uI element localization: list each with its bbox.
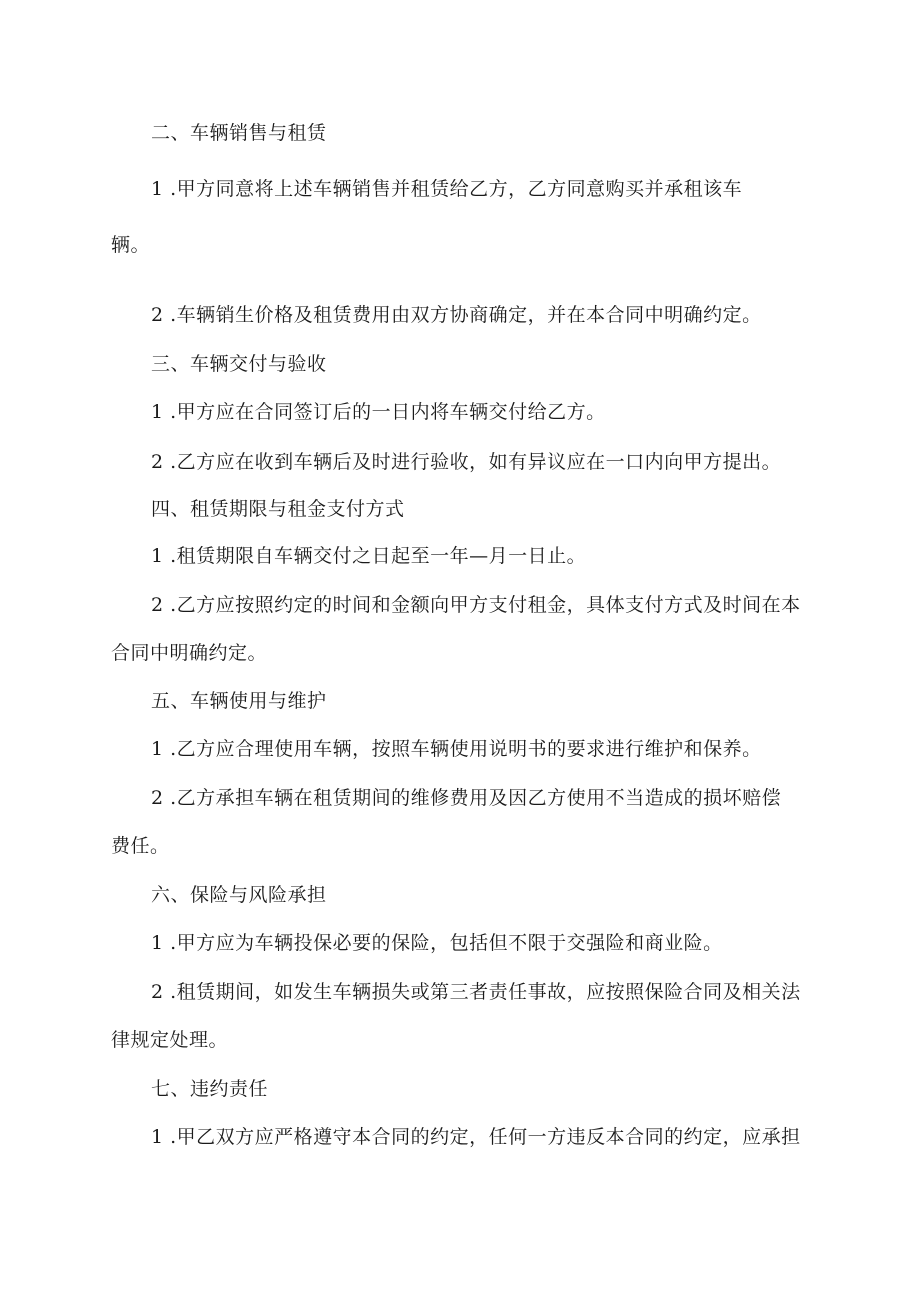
clause-3-1-line-1: 1 .甲方应在合同签订后的一日内将车辆交付给乙方。: [151, 401, 606, 423]
clause-5-2-line-1: 2 .乙方承担车辆在租赁期间的维修费用及因乙方使用不当造成的损坏赔偿: [151, 787, 782, 809]
clause-6-2-line-1: 2 .租赁期间，如发生车辆损失或第三者责任事故，应按照保险合同及相关法: [151, 981, 801, 1003]
clause-3-2-line-1: 2 .乙方应在收到车辆后及时进行验收，如有异议应在一口内向甲方提出。: [151, 451, 782, 473]
section-heading-4: 四、租赁期限与租金支付方式: [151, 498, 405, 520]
clause-6-1-line-1: 1 .甲方应为车辆投保必要的保险，包括但不限于交强险和商业险。: [151, 932, 723, 954]
clause-4-2-line-1: 2 .乙方应按照约定的时间和金额向甲方支付租金，具体支付方式及时间在本: [151, 594, 801, 616]
clause-5-1-line-1: 1 .乙方应合理使用车辆，按照车辆使用说明书的要求进行维护和保养。: [151, 738, 762, 760]
clause-7-1-line-1: 1 .甲乙双方应严格遵守本合同的约定，任何一方违反本合同的约定，应承担: [151, 1126, 801, 1148]
section-heading-6: 六、保险与风险承担: [151, 884, 327, 906]
clause-2-1-line-1: 1 .甲方同意将上述车辆销售并租赁给乙方，乙方同意购买并承租该车: [151, 178, 743, 200]
section-heading-5: 五、车辆使用与维护: [151, 690, 327, 712]
clause-6-2-line-2: 律规定处理。: [111, 1029, 229, 1051]
section-heading-2: 二、车辆销售与租赁: [151, 122, 327, 144]
clause-2-1-line-2: 辆。: [111, 234, 151, 256]
clause-4-2-line-2: 合同中明确约定。: [111, 642, 268, 664]
clause-5-2-line-2: 费任。: [111, 835, 170, 857]
clause-2-2-line-1: 2 .车辆销生价格及租赁费用由双方协商确定，并在本合同中明确约定。: [151, 304, 762, 326]
section-heading-3: 三、车辆交付与验收: [151, 353, 327, 375]
clause-4-1-line-1: 1 .租赁期限自车辆交付之日起至一年—月一日止。: [151, 545, 587, 567]
section-heading-7: 七、违约责任: [151, 1078, 269, 1100]
